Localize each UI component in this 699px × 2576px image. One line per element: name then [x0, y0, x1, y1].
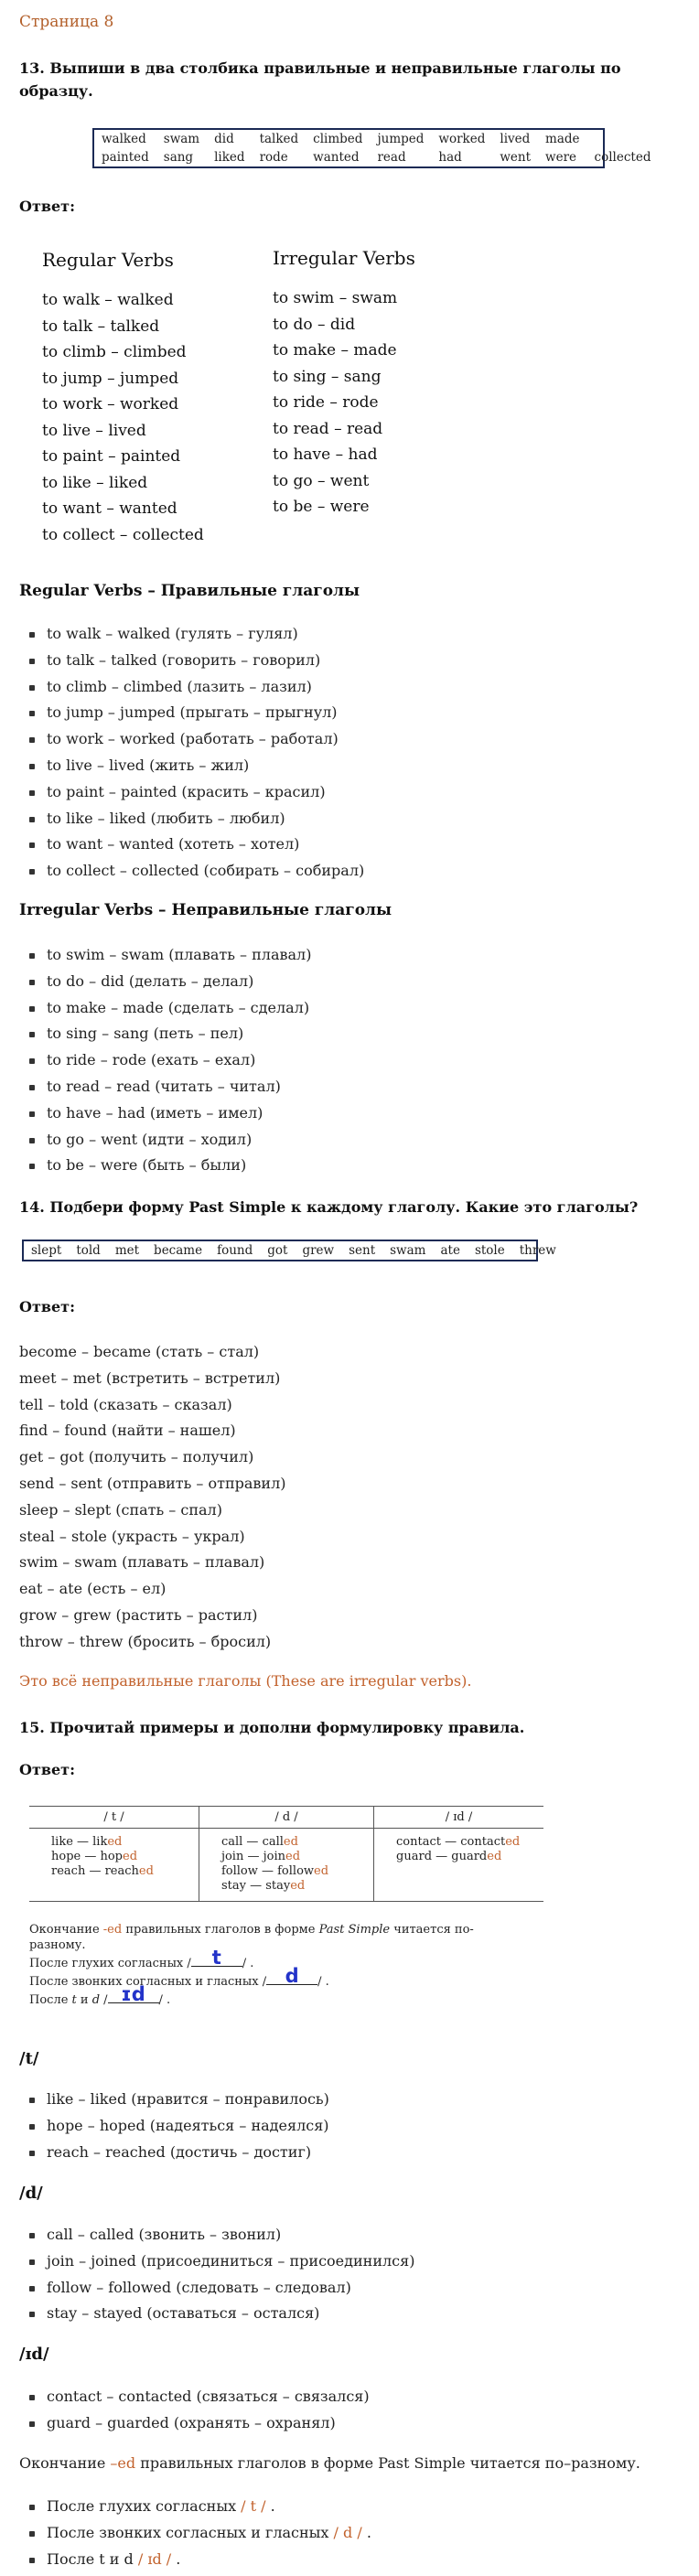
rule-text: / .	[242, 1957, 254, 1970]
irregular-pair: to swim – swam	[273, 289, 398, 307]
word-ending: ed	[107, 1835, 123, 1849]
task13-title: 13. Выпиши в два столбика правильные и неправильные глаголы по образцу.	[19, 59, 621, 100]
list-item: to live – lived (жить – жил)	[19, 753, 364, 779]
task13-answer-label: Ответ:	[19, 198, 75, 215]
fill-blank-id	[108, 1983, 159, 2005]
final-rule-text: Окончание	[19, 2454, 111, 2472]
table-word	[221, 1879, 351, 1894]
d-sound-heading: /d/	[19, 2184, 43, 2203]
word-cell: swam	[390, 1243, 426, 1258]
answer-line: sleep – slept (спать – спал)	[19, 1500, 222, 1519]
answer-line: meet – met (встретить – встретил)	[19, 1368, 281, 1387]
id-sound-heading: /ɪd/	[19, 2345, 49, 2364]
list-item: to work – worked (работать – работал)	[19, 726, 364, 753]
rule-letter-d: d	[91, 1993, 101, 2007]
list-item: contact – contacted (связаться – связался)	[19, 2384, 370, 2410]
word-box-row-2	[94, 148, 658, 166]
regular-pair: to like – liked	[42, 473, 148, 492]
final-item-end: .	[361, 2523, 371, 2541]
task14-title: 14. Подбери форму Past Simple к каждому глаголу. Какие это глаголы?	[19, 1198, 639, 1216]
task15-title: 15. Прочитай примеры и дополни формулировку правила.	[19, 1719, 525, 1736]
list-item: join – joined (присоединиться – присоединился)	[19, 2249, 414, 2275]
answer-line: tell – told (сказать – сказал)	[19, 1395, 232, 1413]
final-item-sound: / t /	[241, 2497, 266, 2515]
list-item: to make – made (сделать – сделал)	[19, 995, 311, 1022]
list-item: to ride – rode (ехать – ехал)	[19, 1047, 311, 1074]
rule-text: /	[100, 1993, 108, 2007]
list-item: to do – did (делать – делал)	[19, 969, 311, 995]
word-cell: painted	[102, 150, 149, 165]
final-item-sound: / d /	[333, 2523, 362, 2541]
task14-answer-label: Ответ:	[19, 1298, 75, 1315]
regular-section-heading: Regular Verbs – Правильные глаголы	[19, 582, 360, 600]
word-cell: stole	[474, 1243, 505, 1258]
word-cell: grew	[302, 1243, 335, 1258]
word-base: call — call	[220, 1835, 284, 1849]
answer-line: swim – swam (плавать – плавал)	[19, 1553, 265, 1572]
word-cell: climbed	[313, 132, 363, 146]
word-cell: went	[500, 150, 532, 165]
regular-pair: to work – worked	[42, 395, 179, 413]
table-word	[221, 1850, 351, 1864]
irregular-pair: to read – read	[273, 419, 383, 438]
id-sound-list	[19, 2384, 370, 2437]
rule-past-simple: Past Simple	[318, 1923, 391, 1937]
word-cell: talked	[259, 132, 299, 146]
final-rule-list	[19, 2494, 371, 2572]
answer-line: grow – grew (растить – растил)	[19, 1605, 258, 1624]
table-column-id	[374, 1829, 543, 1902]
word-ending: ed	[505, 1835, 521, 1849]
page-title: Страница 8	[19, 13, 114, 31]
irregular-pair: to be – were	[273, 498, 370, 516]
word-base: stay — stay	[220, 1879, 291, 1893]
regular-pair: to talk – talked	[42, 317, 160, 336]
rule-text-block	[29, 1922, 474, 2008]
list-item	[19, 2520, 371, 2547]
list-item: to talk – talked (говорить – говорил)	[19, 648, 364, 674]
rule-text: разному.	[29, 1938, 86, 1952]
list-item: to jump – jumped (прыгать – прыгнул)	[19, 700, 364, 726]
word-cell: wanted	[313, 150, 360, 165]
fill-blank-t	[191, 1947, 242, 1969]
word-ending: ed	[283, 1835, 298, 1849]
word-cell: read	[377, 150, 406, 165]
word-box-row-1	[94, 130, 658, 148]
table-word	[396, 1835, 522, 1850]
table-head-id: / ɪd /	[374, 1807, 543, 1829]
final-rule-ed: –ed	[110, 2454, 136, 2472]
word-base: join — join	[220, 1850, 285, 1863]
rule-letter-t: t	[71, 1993, 77, 2007]
word-cell: had	[438, 150, 462, 165]
regular-pair: to collect – collected	[42, 525, 204, 544]
fill-blank-d	[266, 1965, 317, 1987]
word-base: contact — contact	[396, 1835, 506, 1849]
word-cell: did	[214, 132, 234, 146]
answer-line: send – sent (отправить – отправил)	[19, 1474, 286, 1492]
fill-answer-t: t	[211, 1947, 221, 1969]
word-cell: collected	[594, 150, 651, 165]
table-word	[221, 1864, 351, 1879]
word-box-row	[24, 1241, 564, 1260]
word-cell: found	[217, 1243, 253, 1258]
regular-pair: to climb – climbed	[42, 343, 187, 361]
irregular-pair: to do – did	[273, 315, 356, 334]
list-item: to walk – walked (гулять – гулял)	[19, 621, 364, 648]
list-item: to paint – painted (красить – красил)	[19, 779, 364, 806]
list-item: stay – stayed (оставаться – остался)	[19, 2301, 414, 2327]
list-item: to want – wanted (хотеть – хотел)	[19, 832, 364, 858]
word-cell: rode	[259, 150, 288, 165]
regular-pair: to jump – jumped	[42, 369, 179, 388]
table-word	[221, 1835, 351, 1850]
irregular-verbs-heading: Irregular Verbs	[273, 247, 415, 269]
table-word	[51, 1864, 177, 1879]
t-sound-heading: /t/	[19, 2049, 39, 2068]
word-cell: threw	[519, 1243, 556, 1258]
table-head-t: / t /	[29, 1807, 199, 1829]
d-sound-list	[19, 2222, 414, 2327]
word-cell: told	[76, 1243, 101, 1258]
list-item	[19, 2494, 371, 2520]
final-item-text: После глухих согласных	[47, 2497, 242, 2515]
word-ending: ed	[314, 1864, 329, 1878]
final-item-sound: / ɪd /	[137, 2549, 172, 2568]
irregular-pairs-column	[273, 285, 397, 521]
list-item: guard – guarded (охранять – охранял)	[19, 2410, 370, 2437]
word-ending: ed	[123, 1850, 138, 1863]
word-cell: worked	[438, 132, 486, 146]
rule-text: / .	[158, 1993, 171, 2007]
table-word	[51, 1850, 177, 1864]
final-rule	[19, 2454, 640, 2472]
list-item: to go – went (идти – ходил)	[19, 1127, 311, 1154]
final-item-text: После звонких согласных и гласных	[47, 2523, 334, 2541]
list-item: to like – liked (любить – любил)	[19, 806, 364, 832]
list-item: reach – reached (достичь – достиг)	[19, 2140, 329, 2166]
word-cell: were	[545, 150, 577, 165]
irregular-pair: to sing – sang	[273, 367, 382, 386]
word-base: follow — follow	[220, 1864, 315, 1878]
word-cell: sent	[349, 1243, 376, 1258]
phonetic-table	[29, 1806, 543, 1902]
answer-line: find – found (найти – нашел)	[19, 1422, 236, 1440]
word-ending: ed	[487, 1850, 502, 1863]
list-item: to collect – collected (собирать – собирал)	[19, 858, 364, 885]
list-item: to be – were (быть – были)	[19, 1153, 311, 1179]
final-item-end: .	[265, 2497, 275, 2515]
irregular-pair: to make – made	[273, 341, 397, 360]
word-cell: swam	[163, 132, 200, 146]
regular-pair: to paint – painted	[42, 447, 181, 466]
regular-pair: to walk – walked	[42, 291, 174, 309]
rule-voiced: После звонких согласных и гласных /	[29, 1975, 267, 1989]
task14-conclusion: Это всё неправильные глаголы (These are irregular verbs).	[19, 1672, 472, 1690]
answer-line: get – got (получить – получил)	[19, 1448, 254, 1466]
irregular-section-heading: Irregular Verbs – Неправильные глаголы	[19, 901, 393, 919]
word-cell: sang	[163, 150, 194, 165]
list-item: to sing – sang (петь – пел)	[19, 1021, 311, 1047]
list-item: to swim – swam (плавать – плавал)	[19, 942, 311, 969]
regular-pair: to live – lived	[42, 421, 146, 440]
rule-text: и	[76, 1993, 92, 2007]
word-base: like — lik	[51, 1835, 108, 1849]
table-column-d	[199, 1829, 373, 1902]
rule-text: Окончание	[29, 1923, 103, 1937]
fill-answer-d: d	[285, 1965, 299, 1987]
answer-line: become – became (стать – стал)	[19, 1343, 260, 1360]
fill-answer-id: ɪd	[121, 1983, 145, 2005]
word-cell: jumped	[377, 132, 425, 146]
final-item-end: .	[171, 2549, 181, 2568]
word-cell: liked	[214, 150, 245, 165]
list-item: follow – followed (следовать – следовал)	[19, 2275, 414, 2302]
table-column-t	[29, 1829, 199, 1902]
word-cell: ate	[440, 1243, 460, 1258]
word-cell: lived	[500, 132, 531, 146]
word-base: reach — reach	[51, 1864, 139, 1878]
rule-text: После	[29, 1993, 72, 2007]
irregular-pair: to have – had	[273, 445, 378, 464]
irregular-pair: to go – went	[273, 471, 370, 490]
rule-text: читается по-	[390, 1923, 474, 1937]
word-cell: got	[267, 1243, 288, 1258]
answer-line: eat – ate (есть – ел)	[19, 1580, 167, 1598]
word-cell: became	[154, 1243, 203, 1258]
list-item: to read – read (читать – читал)	[19, 1074, 311, 1100]
rule-ed: -ed	[102, 1923, 123, 1937]
table-word	[396, 1850, 522, 1864]
list-item: to have – had (иметь – имел)	[19, 1100, 311, 1127]
irregular-pair: to ride – rode	[273, 393, 379, 412]
list-item: call – called (звонить – звонил)	[19, 2222, 414, 2249]
answer-line: throw – threw (бросить – бросил)	[19, 1632, 272, 1650]
rule-text: / .	[317, 1975, 329, 1989]
regular-verbs-heading: Regular Verbs	[42, 249, 174, 271]
rule-text: правильных глаголов в форме	[122, 1923, 319, 1937]
rule-voiceless: После глухих согласных /	[29, 1957, 191, 1970]
word-cell: made	[545, 132, 580, 146]
irregular-verbs-list	[19, 942, 311, 1179]
list-item: hope – hoped (надеяться – надеялся)	[19, 2113, 329, 2140]
table-head-d: / d /	[199, 1807, 373, 1829]
list-item: like – liked (нравится – понравилось)	[19, 2087, 329, 2113]
word-base: guard — guard	[396, 1850, 488, 1863]
word-cell: walked	[102, 132, 146, 146]
final-rule-text: правильных глаголов в форме Past Simple читается по–разному.	[135, 2454, 640, 2472]
answer-line: steal – stole (украсть – украл)	[19, 1527, 245, 1545]
final-item-text: После t и d	[47, 2549, 138, 2568]
t-sound-list	[19, 2087, 329, 2165]
word-ending: ed	[138, 1864, 154, 1878]
task14-word-box	[22, 1240, 556, 1261]
list-item	[19, 2547, 371, 2573]
regular-pair: to want – wanted	[42, 499, 177, 518]
word-ending: ed	[285, 1850, 301, 1863]
word-base: hope — hop	[51, 1850, 123, 1863]
table-word	[51, 1835, 177, 1850]
task13-word-box	[92, 128, 651, 168]
list-item: to climb – climbed (лазить – лазил)	[19, 674, 364, 701]
word-ending: ed	[290, 1879, 306, 1893]
word-cell: met	[114, 1243, 140, 1258]
task14-answer-lines	[19, 1339, 285, 1656]
regular-pairs-column	[42, 287, 204, 548]
task15-answer-label: Ответ:	[19, 1761, 75, 1778]
word-cell: slept	[31, 1243, 62, 1258]
regular-verbs-list	[19, 621, 364, 885]
